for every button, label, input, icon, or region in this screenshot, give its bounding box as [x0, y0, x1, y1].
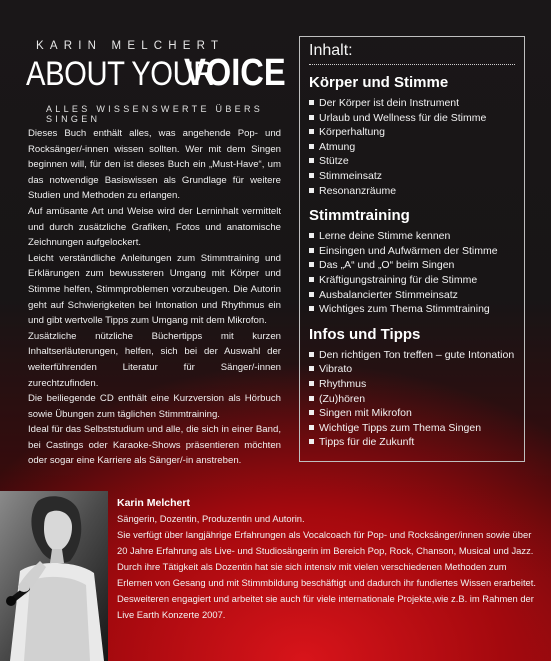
toc-item	[309, 140, 515, 155]
title-light: ABOUT YOUR	[26, 55, 214, 93]
toc-item-label: Vibrato	[319, 363, 353, 376]
toc-item	[309, 229, 515, 244]
intro-paragraph: Leicht verständliche Anleitungen zum Stimmtraining und Erklärungen zum bewussteren Umgang mit Körper und Stimme helfen, Stimmproblemen vorzubeugen. Die Autorin geht auf Schwierigkeiten bei Intonation und Rhythmus ein und gibt wertvolle Tipps zum Umgang mit dem Mikrofon.	[28, 252, 281, 327]
intro-paragraph: Dieses Buch enthält alles, was angehende Pop- und Rocksänger/-innen wissen sollten. Wer mit dem Singen beginnen will, für den ist dieses Buch ein „Must-Have“, um das notwendige Basiswissen als Grundlage für weitere Studien und Methoden zu erlangen.	[28, 128, 281, 202]
bio-paragraph: Sängerin, Dozentin, Produzentin und Autorin.	[117, 513, 305, 524]
toc-item-label: Der Körper ist dein Instrument	[319, 97, 460, 109]
bullet-icon	[309, 439, 314, 444]
toc-list	[309, 348, 515, 450]
toc-heading: Stimmtraining	[309, 207, 410, 225]
bullet-icon	[309, 233, 314, 238]
toc-item-label: Wichtiges zum Thema Stimmtraining	[319, 303, 490, 316]
toc-item	[309, 435, 515, 450]
toc-item-label: Den richtigen Ton treffen – gute Intonation	[319, 348, 515, 361]
author-photo	[0, 491, 108, 661]
singer-photo-illustration	[0, 491, 108, 661]
toc-heading: Infos und Tipps	[309, 325, 421, 343]
bullet-icon	[309, 144, 314, 149]
toc-item-label: Das „A“ und „O“ beim Singen	[319, 259, 455, 272]
bio-author-name: Karin Melchert	[117, 497, 190, 509]
bullet-icon	[309, 248, 314, 253]
bullet-icon	[309, 292, 314, 297]
toc-item-label: Singen mit Mikrofon	[319, 407, 412, 420]
bullet-icon	[309, 277, 314, 282]
intro-paragraph: Auf amüsante Art und Weise wird der Lerninhalt vermittelt und durch zusätzliche Grafiken, Fotos und anatomische Zeichnungen aufgelockert.	[28, 205, 281, 249]
toc-item-label: Resonanzräume	[319, 184, 397, 197]
bullet-icon	[309, 115, 314, 120]
toc-item	[309, 421, 515, 436]
toc-item-label: Einsingen und Aufwärmen der Stimme	[319, 244, 498, 257]
intro-paragraph: Die beiliegende CD enthält eine Kurzversion als Hörbuch sowie Übungen zum täglichen Stimmtraining.	[28, 393, 281, 420]
toc-item-label: Atmung	[319, 140, 356, 153]
toc-title: Inhalt:	[309, 42, 515, 65]
toc-item-label: Stimmeinsatz	[319, 169, 383, 182]
toc-item	[309, 288, 515, 303]
toc-item-label: Wichtige Tipps zum Thema Singen	[319, 421, 482, 434]
toc-item-label: Urlaub und Wellness für die Stimme	[319, 111, 487, 124]
bullet-icon	[309, 381, 314, 386]
toc-item	[309, 406, 515, 421]
toc-item-label: Rhythmus	[319, 377, 367, 390]
bullet-icon	[309, 158, 314, 163]
bullet-icon	[309, 173, 314, 178]
toc-list	[309, 96, 515, 198]
table-of-contents	[299, 36, 525, 462]
toc-item	[309, 302, 515, 317]
toc-item	[309, 362, 515, 377]
toc-item	[309, 96, 515, 111]
toc-heading: Körper und Stimme	[309, 74, 449, 91]
book-header	[26, 40, 286, 124]
toc-item-label: Lerne deine Stimme kennen	[319, 230, 451, 243]
toc-item	[309, 244, 515, 259]
toc-item	[309, 169, 515, 184]
toc-item-label: Stütze	[319, 155, 349, 168]
intro-paragraph: Ideal für das Selbststudium und alle, die sich in einer Band, bei Castings oder Karaoke-Shows präsentieren möchten oder sogar eine Karriere als Sänger/-in anstreben.	[28, 424, 281, 467]
bullet-icon	[309, 129, 314, 134]
toc-item	[309, 258, 515, 273]
toc-item-label: Tipps für die Zukunft	[319, 436, 415, 449]
toc-item	[309, 111, 515, 126]
toc-item	[309, 125, 515, 140]
toc-item	[309, 348, 515, 363]
toc-item	[309, 392, 515, 407]
bio-paragraph: Sie verfügt über langjährige Erfahrungen als Vocalcoach für Pop- und Rocksänger/innen sowie über 20 Jahre Erfahrung als Live- und Studiosängerin im Bereich Pop, Rock, Chanson, Musical und Jazz. Durch ihre Tätigkeit als Dozentin hat sie sich intensiv mit vielen verschiedenen Methoden zum Erlernen von Gesang und mit Stimmbildung beschäftigt und dadurch ihr fundiertes Wissen erarbeitet. Desweiteren engagiert und arbeitet sie auch für viele internationale Projekte,wie z.B. im Rahmen der Live Earth Konzerte 2007.	[117, 529, 536, 620]
bullet-icon	[309, 100, 314, 105]
bullet-icon	[309, 410, 314, 415]
book-subtitle: ALLES WISSENSWERTE ÜBERS SINGEN	[46, 104, 264, 124]
toc-item-label: (Zu)hören	[319, 392, 366, 405]
bullet-icon	[309, 396, 314, 401]
bullet-icon	[309, 366, 314, 371]
intro-paragraph: Zusätzliche nützliche Büchertipps mit kurzen Inhaltserläuterungen, helfen, sich bei der Auswahl der weiterführenden Literatur für Sänger/-innen zurechtzufinden.	[28, 330, 281, 389]
toc-item	[309, 154, 515, 169]
bullet-icon	[309, 188, 314, 193]
bullet-icon	[309, 425, 314, 430]
title-bold: VOICE	[184, 52, 286, 94]
toc-list	[309, 229, 515, 317]
toc-section-stimmtraining	[309, 207, 515, 317]
bullet-icon	[309, 352, 314, 357]
intro-text	[28, 126, 281, 469]
author-bio	[117, 495, 537, 623]
toc-section-infos	[309, 326, 515, 450]
bullet-icon	[309, 262, 314, 267]
toc-item-label: Ausbalancierter Stimmeinsatz	[319, 288, 458, 301]
toc-item	[309, 377, 515, 392]
toc-section-koerper	[309, 74, 515, 198]
toc-item-label: Kräftigungstraining für die Stimme	[319, 273, 478, 286]
toc-item	[309, 273, 515, 288]
toc-item	[309, 184, 515, 199]
bullet-icon	[309, 306, 314, 311]
toc-item-label: Körperhaltung	[319, 126, 385, 139]
book-title	[26, 52, 286, 94]
author-name: KARIN MELCHERT	[36, 40, 225, 52]
